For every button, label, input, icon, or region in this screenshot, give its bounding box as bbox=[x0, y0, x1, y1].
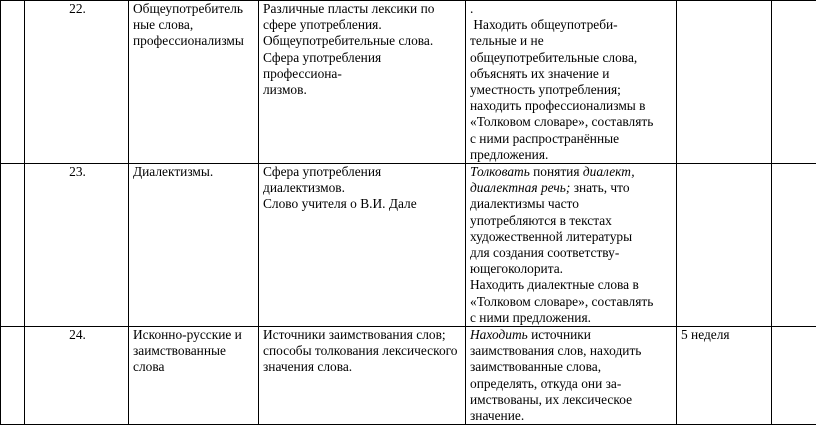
activity-line: Находить общеупотреби- bbox=[470, 17, 618, 33]
activity-line: Находить источники bbox=[470, 327, 591, 343]
activity-line: ющегоколорита. bbox=[470, 261, 564, 277]
table-row bbox=[1, 327, 816, 425]
term-emphasis: Толковать bbox=[470, 164, 530, 180]
content-line: Общеупотребительные слова. bbox=[263, 33, 434, 49]
lesson-topic bbox=[129, 327, 259, 425]
topic-line: ные слова, bbox=[133, 17, 194, 33]
lesson-date bbox=[677, 164, 772, 327]
blank-cell bbox=[1, 164, 25, 327]
activity-line: общеупотребительные слова, bbox=[470, 49, 638, 65]
blank-cell bbox=[1, 1, 25, 164]
topic-line: Общеупотребитель bbox=[133, 1, 244, 16]
blank-cell bbox=[772, 327, 816, 425]
term-emphasis: диалектная речь; bbox=[470, 180, 571, 196]
lesson-content bbox=[259, 327, 466, 425]
topic-line: Диалектизмы. bbox=[133, 164, 214, 180]
activity-line: определять, откуда они за- bbox=[470, 375, 622, 391]
activity-line: уместность употребления; bbox=[470, 82, 621, 98]
content-line: Различные пласты лексики по bbox=[263, 1, 435, 16]
activity-line: значение. bbox=[470, 408, 525, 424]
content-line: сфере употребления. bbox=[263, 17, 382, 33]
table-row bbox=[1, 1, 816, 164]
activity-line: заимствования слов, находить bbox=[470, 343, 642, 359]
activity-line: . bbox=[470, 1, 474, 16]
topic-line: профессионализмы bbox=[133, 33, 244, 49]
lesson-date: 5 неделя bbox=[677, 327, 772, 425]
activity-line: «Толковом словаре», составлять bbox=[470, 293, 654, 309]
activity-line: предложения. bbox=[470, 146, 549, 162]
activity-line: находить профессионализмы в bbox=[470, 98, 646, 114]
lesson-content bbox=[259, 164, 466, 327]
lesson-number: 24. bbox=[25, 327, 129, 425]
activity-line: употребляются в текстах bbox=[470, 212, 612, 228]
content-line: Сфера употребления профессиона- bbox=[263, 49, 382, 81]
activity-line: заимствованные слова, bbox=[470, 359, 602, 375]
student-activities bbox=[466, 164, 677, 327]
content-line: диалектизмов. bbox=[263, 180, 345, 196]
term-emphasis: Находить bbox=[470, 327, 528, 343]
blank-cell bbox=[772, 164, 816, 327]
lesson-date bbox=[677, 1, 772, 164]
activity-line: с ними распространённые bbox=[470, 130, 620, 146]
lesson-number: 23. bbox=[25, 164, 129, 327]
blank-cell bbox=[772, 1, 816, 164]
activity-line: диалектизмы часто bbox=[470, 196, 579, 212]
topic-line: слова bbox=[133, 359, 165, 375]
lesson-content bbox=[259, 1, 466, 164]
activity-line: художественной литературы bbox=[470, 228, 633, 244]
activity-line: для создания соответству- bbox=[470, 245, 620, 261]
term-emphasis: диалект, bbox=[582, 164, 635, 180]
table-row bbox=[1, 164, 816, 327]
content-line: способы толкования лексического bbox=[263, 343, 458, 359]
activity-line: «Толковом словаре», составлять bbox=[470, 114, 654, 130]
activity-line: Толковать понятия диалект, bbox=[470, 164, 635, 180]
activity-line: имствованы, их лексическое bbox=[470, 391, 633, 407]
content-line: Источники заимствования слов; bbox=[263, 327, 446, 343]
topic-line: Исконно-русские и bbox=[133, 327, 242, 343]
topic-line: заимствованные bbox=[133, 343, 226, 359]
content-line: Сфера употребления bbox=[263, 164, 382, 180]
lesson-topic bbox=[129, 164, 259, 327]
activity-line: тельные и не bbox=[470, 33, 544, 49]
content-line: лизмов. bbox=[263, 82, 307, 98]
activity-line: диалектная речь; знать, что bbox=[470, 180, 630, 196]
lesson-number: 22. bbox=[25, 1, 129, 164]
activity-line: объяснять их значение и bbox=[470, 65, 610, 81]
activity-line: с ними предложения. bbox=[470, 309, 591, 325]
student-activities bbox=[466, 1, 677, 164]
blank-cell bbox=[1, 327, 25, 425]
student-activities bbox=[466, 327, 677, 425]
content-line: значения слова. bbox=[263, 359, 353, 375]
activity-line: Находить диалектные слова в bbox=[470, 277, 639, 293]
lesson-topic bbox=[129, 1, 259, 164]
content-line: Слово учителя о В.И. Дале bbox=[263, 196, 417, 212]
